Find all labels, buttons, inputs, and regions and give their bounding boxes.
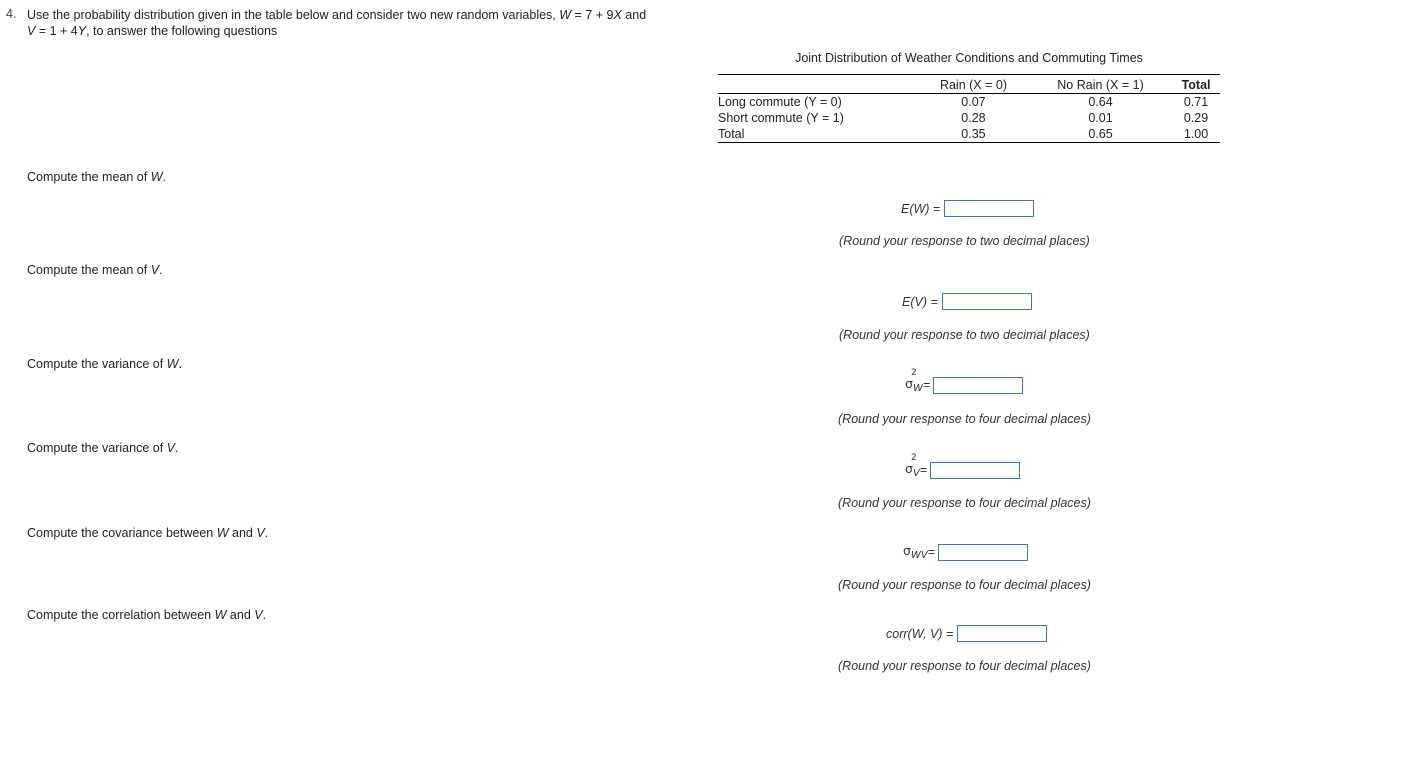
sigma-squared-w-symbol: σ 2 $_W$: [905, 368, 923, 394]
question-number: 4.: [6, 7, 17, 21]
table-cell: 0.71: [1172, 94, 1220, 111]
answer-row-covariance: $\sigma_{WV}$ =: [903, 543, 1028, 561]
prompt-covariance: Compute the covariance between W and V.: [27, 526, 269, 540]
answer-row-variance-w: σ 2 $_W$ =: [905, 376, 1023, 394]
prompt-variance-v: Compute the variance of V.: [27, 441, 179, 455]
round-note: (Round your response to four decimal places): [838, 578, 1091, 592]
answer-input-correlation[interactable]: [957, 625, 1047, 642]
answer-input-ev[interactable]: [942, 293, 1032, 310]
round-note: (Round your response to four decimal places): [838, 412, 1091, 426]
table-cell: 0.01: [1088, 111, 1113, 125]
prompt-mean-v: Compute the mean of V.: [27, 263, 163, 277]
answer-input-ew[interactable]: [944, 200, 1034, 217]
round-note: (Round your response to four decimal places): [838, 496, 1091, 510]
round-note: (Round your response to two decimal places): [839, 234, 1090, 248]
table-row: [718, 126, 1220, 143]
table-cell: 0.35: [961, 127, 986, 141]
row-label: Long commute (Y = 0): [718, 94, 918, 111]
answer-row-mean-v: [902, 293, 1032, 310]
table-header-total: Total: [1181, 78, 1211, 92]
table-cell: 1.00: [1183, 127, 1209, 141]
table-header-no-rain: No Rain (X = 1): [1057, 78, 1144, 92]
answer-row-variance-v: σ 2 $_V$ =: [905, 461, 1020, 479]
answer-input-variance-v[interactable]: [930, 462, 1020, 479]
prompt-correlation: Compute the correlation between W and V.: [27, 608, 267, 622]
table-cell: 0.65: [1088, 127, 1113, 141]
label-ew: E(W) =: [901, 201, 941, 216]
table-cell: 0.07: [918, 94, 1029, 111]
row-label: Short commute (Y = 1): [718, 111, 844, 125]
sigma-squared-v-symbol: σ 2 $_V$: [905, 453, 920, 479]
sigma-wv-symbol: $\sigma_{WV}$: [903, 543, 928, 561]
table-header-empty: [718, 75, 918, 94]
row-label: Total: [718, 127, 745, 141]
table-cell: 0.64: [1029, 94, 1172, 111]
answer-row-correlation: [886, 625, 1047, 642]
table-header-row: [718, 75, 1220, 94]
label-corr: corr(W, V) =: [886, 626, 954, 641]
answer-input-variance-w[interactable]: [933, 377, 1023, 394]
answer-row-mean-w: [901, 200, 1034, 217]
table-cell: 0.28: [961, 111, 986, 125]
table-row: [718, 110, 1220, 126]
label-ev: E(V) =: [902, 294, 938, 309]
round-note: (Round your response to four decimal places): [838, 659, 1091, 673]
table-header-rain: Rain (X = 0): [939, 78, 1007, 92]
table-caption: Joint Distribution of Weather Conditions and Commuting Times: [795, 51, 1143, 65]
round-note: (Round your response to two decimal places): [839, 328, 1090, 342]
table-row: [718, 94, 1220, 111]
prompt-mean-w: Compute the mean of W.: [27, 170, 166, 184]
joint-distribution-table: [718, 74, 1220, 143]
answer-input-covariance[interactable]: [938, 544, 1028, 561]
prompt-variance-w: Compute the variance of W.: [27, 357, 182, 371]
table-cell: 0.29: [1183, 111, 1209, 125]
question-text: Use the probability distribution given in the table below and consider two new random variables, W = 7 + 9X and V = 1 + 4Y, to answer the following questions: [27, 8, 647, 38]
